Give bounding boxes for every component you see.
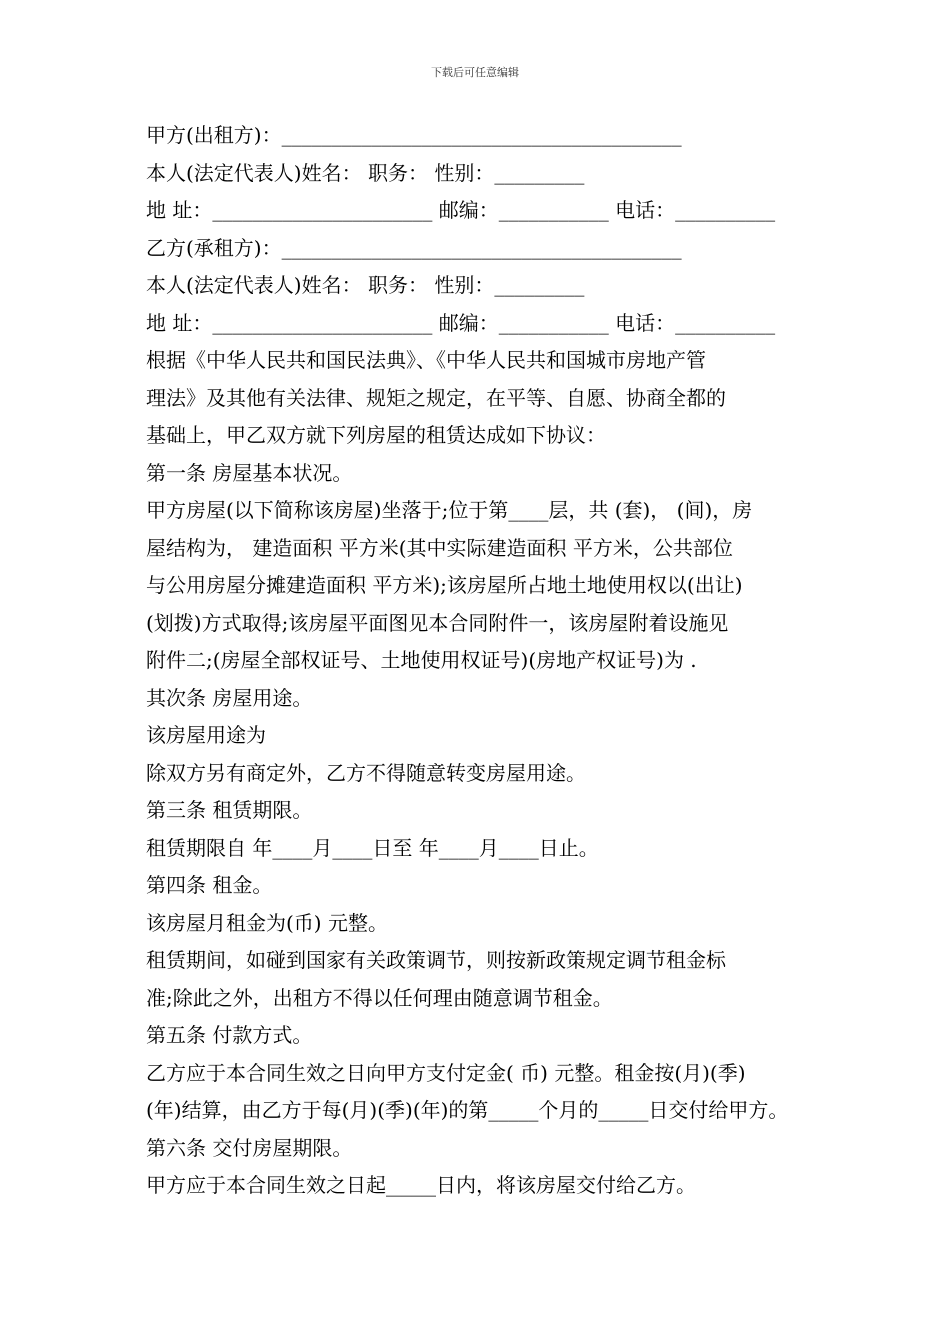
article-text-line: 屋结构为， 建造面积 平方米(其中实际建造面积 平方米，公共部位: [146, 535, 733, 560]
article-text-line: 甲方房屋(以下简称该房屋)坐落于;位于第____层，共 (套)， (间)，房: [146, 498, 753, 522]
party-a-line: 甲方(出租方)：________________________________________: [146, 123, 682, 147]
preamble-line: 根据《中华人民共和国民法典》、《中华人民共和国城市房地产管: [146, 348, 706, 372]
article-heading: 第五条 付款方式。: [146, 1023, 313, 1047]
article-text-line: (划拨)方式取得;该房屋平面图见本合同附件一，该房屋附着设施见: [146, 610, 729, 635]
party-b-address-line: 地 址：______________________ 邮编：___________ 电话：__________: [146, 310, 776, 335]
article-text-line: 除双方另有商定外，乙方不得随意转变房屋用途。: [146, 760, 586, 785]
article-text-line: (年)结算，由乙方于每(月)(季)(年)的第_____个月的_____日交付给甲方。: [146, 1098, 789, 1122]
article-heading: 第一条 房屋基本状况。: [146, 460, 353, 485]
article-heading: 第四条 租金。: [146, 873, 273, 897]
article-text-line: 甲方应于本合同生效之日起_____日内，将该房屋交付给乙方。: [146, 1173, 696, 1197]
article-text-line: 准;除此之外，出租方不得以任何理由随意调节租金。: [146, 985, 613, 1010]
article-text-line: 租赁期间，如碰到国家有关政策调节，则按新政策规定调节租金标: [146, 948, 726, 972]
article-heading: 第六条 交付房屋期限。: [146, 1135, 353, 1160]
page-header: 下载后可任意编辑: [431, 66, 519, 79]
party-a-representative-line: 本人(法定代表人)姓名： 职务： 性别：_________: [146, 160, 585, 185]
party-b-line: 乙方(承租方)：________________________________________: [146, 235, 682, 260]
preamble-line: 基础上，甲乙双方就下列房屋的租赁达成如下协议：: [146, 423, 606, 447]
article-text-line: 租赁期限自 年____月____日至 年____月____日止。: [146, 835, 599, 860]
article-text-line: 该房屋用途为: [146, 723, 266, 747]
preamble-line: 理法》及其他有关法律、规矩之规定，在平等、自愿、协商全都的: [146, 385, 726, 410]
article-text-line: 该房屋月租金为(币) 元整。: [146, 910, 388, 935]
party-b-representative-line: 本人(法定代表人)姓名： 职务： 性别：_________: [146, 273, 585, 297]
article-text-line: 乙方应于本合同生效之日向甲方支付定金( 币) 元整。租金按(月)(季): [146, 1060, 746, 1085]
article-heading: 第三条 租赁期限。: [146, 798, 313, 822]
article-heading: 其次条 房屋用途。: [146, 685, 313, 710]
document-body: [146, 117, 816, 1205]
article-text-line: 附件二;(房屋全部权证号、土地使用权证号)(房地产权证号)为 .: [146, 648, 697, 672]
article-text-line: 与公用房屋分摊建造面积 平方米);该房屋所占地土地使用权以(出让): [146, 573, 743, 597]
party-a-address-line: 地 址：______________________ 邮编：___________ 电话：__________: [146, 198, 776, 222]
